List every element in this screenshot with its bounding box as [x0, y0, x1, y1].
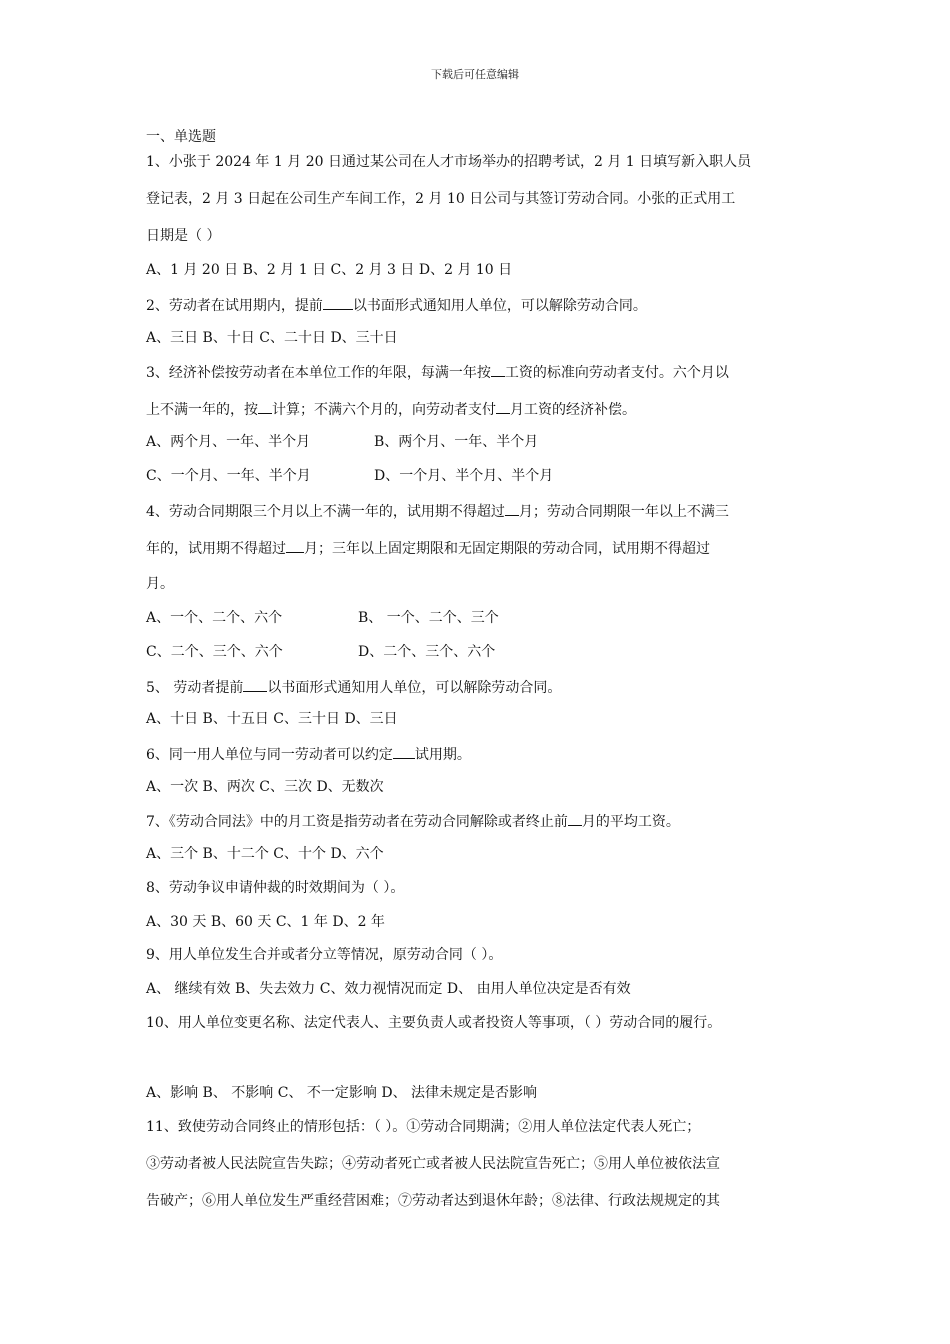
q9-options: A、 继续有效 B、失去效力 C、效力视情况而定 D、 由用人单位决定是否有效	[146, 981, 631, 997]
answer-blank	[568, 811, 582, 826]
q2-options: A、三日 B、十日 C、二十日 D、三十日	[146, 330, 398, 346]
answer-blank	[505, 501, 519, 516]
page-header: 下载后可任意编辑	[431, 68, 519, 81]
q4-option-a: A、一个、二个、六个	[146, 610, 283, 626]
q6-stem	[146, 744, 471, 764]
q6-text-b: 试用期。	[414, 747, 471, 763]
q4-option-b: B、 一个、二个、三个	[358, 610, 499, 626]
q4-stem-line-3: 月。	[146, 576, 174, 592]
q3-text-d: 计算；不满六个月的，向劳动者支付	[272, 402, 496, 418]
q4-option-d: D、二个、三个、六个	[358, 644, 496, 660]
section-title: 一、单选题	[146, 129, 216, 145]
q3-text-b: 工资的标准向劳动者支付。六个月以	[504, 365, 729, 381]
q3-stem-line-2	[146, 399, 636, 419]
answer-blank	[496, 399, 510, 414]
q3-stem-line-1	[146, 362, 729, 382]
q7-options: A、三个 B、十二个 C、十个 D、六个	[146, 846, 384, 862]
q1-stem-line-2: 登记表，2 月 3 日起在公司生产车间工作，2 月 10 日公司与其签订劳动合同。小张的正式用工	[146, 191, 736, 207]
q4-text-b: 月；劳动合同期限一年以上不满三	[518, 504, 729, 520]
q7-text-a: 7、《劳动合同法》中的月工资是指劳动者在劳动合同解除或者终止前	[146, 814, 568, 830]
q5-options: A、十日 B、十五日 C、三十日 D、三日	[146, 711, 398, 727]
q11-stem-line-2: ③劳动者被人民法院宣告失踪；④劳动者死亡或者被人民法院宣告死亡；⑤用人单位被依法宣	[146, 1156, 720, 1172]
q3-text-c: 上不满一年的，按	[146, 402, 258, 418]
answer-blank	[243, 677, 267, 692]
answer-blank	[286, 538, 304, 553]
answer-blank	[393, 744, 415, 759]
q1-options: A、1 月 20 日 B、2 月 1 日 C、2 月 3 日 D、2 月 10 日	[146, 262, 513, 278]
q9-stem: 9、用人单位发生合并或者分立等情况，原劳动合同（ ）。	[146, 947, 503, 963]
q1-stem-line-1: 1、小张于 2024 年 1 月 20 日通过某公司在人才市场举办的招聘考试，2 月 1 日填写新入职人员	[146, 154, 752, 170]
q5-stem	[146, 677, 561, 697]
q4-text-a: 4、劳动合同期限三个月以上不满一年的，试用期不得超过	[146, 504, 505, 520]
answer-blank	[258, 399, 272, 414]
q5-text-b: 以书面形式通知用人单位，可以解除劳动合同。	[267, 680, 562, 696]
q11-stem-line-3: 告破产；⑥用人单位发生严重经营困难；⑦劳动者达到退休年龄；⑧法律、行政法规规定的其	[146, 1193, 720, 1209]
q5-text-a: 5、 劳动者提前	[146, 680, 244, 696]
q3-option-a: A、两个月、一年、半个月	[146, 434, 311, 450]
q10-options: A、影响 B、 不影响 C、 不一定影响 D、 法律未规定是否影响	[146, 1085, 538, 1101]
q7-text-b: 月的平均工资。	[581, 814, 680, 830]
q1-stem-line-3: 日期是（ ）	[146, 228, 221, 244]
q2-stem	[146, 295, 647, 315]
q3-option-d: D、一个月、半个月、半个月	[374, 468, 554, 484]
q2-text-a: 2、劳动者在试用期内，提前	[146, 298, 323, 314]
q8-stem: 8、劳动争议申请仲裁的时效期间为（ ）。	[146, 880, 405, 896]
answer-blank	[323, 295, 353, 310]
q10-stem: 10、用人单位变更名称、法定代表人、主要负责人或者投资人等事项，（ ）劳动合同的履行。	[146, 1015, 722, 1031]
q6-text-a: 6、同一用人单位与同一劳动者可以约定	[146, 747, 393, 763]
q2-text-b: 以书面形式通知用人单位，可以解除劳动合同。	[352, 298, 647, 314]
q3-text-e: 月工资的经济补偿。	[510, 402, 636, 418]
q4-text-d: 月；三年以上固定期限和无固定期限的劳动合同，试用期不得超过	[304, 541, 710, 557]
q11-stem-line-1: 11、致使劳动合同终止的情形包括：（ ）。①劳动合同期满；②用人单位法定代表人死亡；	[146, 1119, 701, 1135]
q4-stem-line-2	[146, 538, 710, 558]
q3-option-b: B、两个月、一年、半个月	[374, 434, 539, 450]
q3-text-a: 3、经济补偿按劳动者在本单位工作的年限，每满一年按	[146, 365, 491, 381]
answer-blank	[491, 362, 505, 377]
q4-text-c: 年的，试用期不得超过	[146, 541, 286, 557]
q3-option-c: C、一个月、一年、半个月	[146, 468, 311, 484]
q6-options: A、一次 B、两次 C、三次 D、无数次	[146, 779, 384, 795]
q4-stem-line-1	[146, 501, 729, 521]
q8-options: A、30 天 B、60 天 C、1 年 D、2 年	[146, 914, 385, 930]
q7-stem	[146, 811, 680, 831]
q4-option-c: C、二个、三个、六个	[146, 644, 283, 660]
